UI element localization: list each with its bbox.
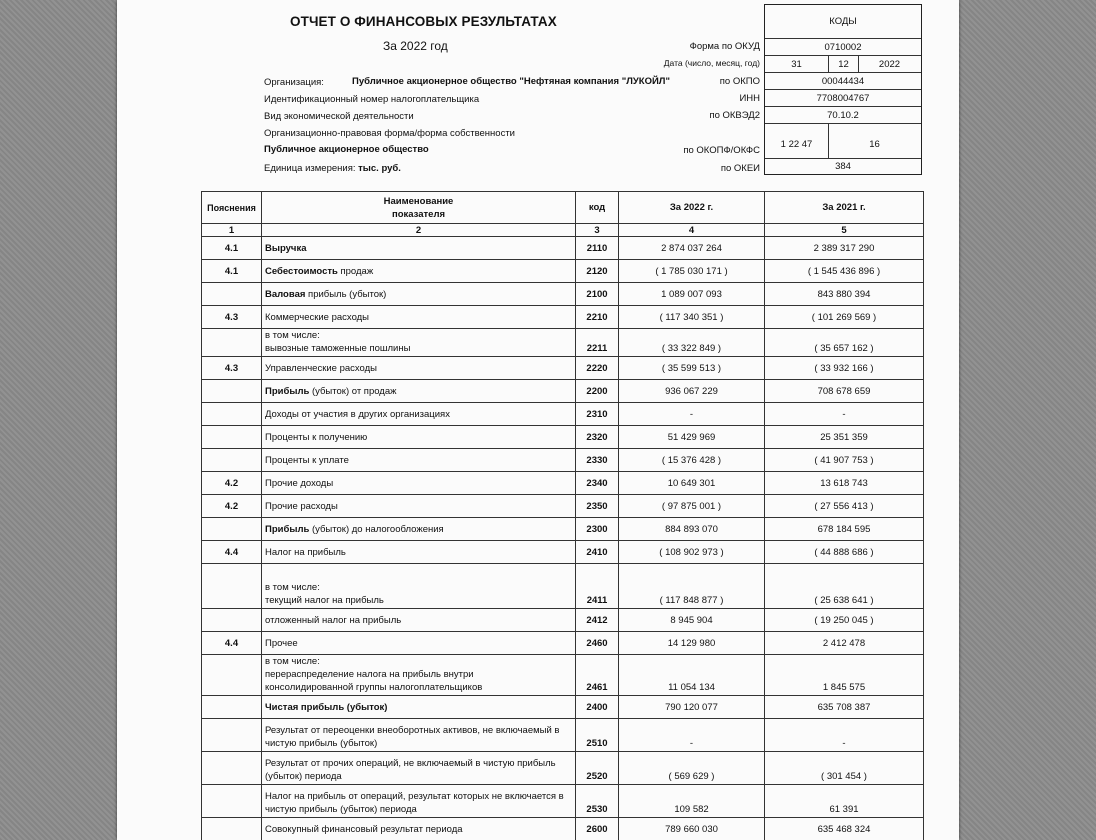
row-value-2022: ( 33 322 849 )	[619, 329, 765, 357]
okved-label: по ОКВЭД2	[709, 110, 760, 121]
row-note	[202, 719, 262, 752]
row-name-line: в том числе:	[265, 330, 320, 341]
row-note: 4.3	[202, 306, 262, 329]
row-name-bold: Выручка	[265, 242, 307, 254]
row-name	[262, 237, 576, 260]
row-name	[262, 260, 576, 283]
row-name-text: Прочие доходы	[265, 477, 334, 489]
index-cell: 2	[262, 224, 576, 237]
row-code: 2320	[576, 426, 619, 449]
codes-title: КОДЫ	[829, 16, 857, 27]
row-value-2022: ( 15 376 428 )	[619, 449, 765, 472]
row-value-2021: 25 351 359	[765, 426, 924, 449]
table-row	[202, 719, 924, 752]
row-value-2021: 843 880 394	[765, 283, 924, 306]
row-value-2021: ( 27 556 413 )	[765, 495, 924, 518]
row-note	[202, 329, 262, 357]
row-value-2021: 708 678 659	[765, 380, 924, 403]
report-period: За 2022 год	[383, 39, 448, 53]
okpo-label: по ОКПО	[719, 76, 760, 87]
row-value-2021: ( 301 454 )	[765, 752, 924, 785]
row-code: 2110	[576, 237, 619, 260]
row-name-line: Налог на прибыль от операций, результат которых не включается в	[265, 791, 564, 802]
row-note: 4.2	[202, 495, 262, 518]
row-name-text: Прочие расходы	[265, 500, 338, 512]
table-row	[202, 380, 924, 403]
row-name-text: Коммерческие расходы	[265, 311, 370, 323]
row-note	[202, 283, 262, 306]
date-day: 31	[765, 56, 829, 72]
col-2022-header: За 2022 г.	[619, 192, 765, 224]
row-name-text: Доходы от участия в других организациях	[265, 408, 450, 420]
table-row	[202, 283, 924, 306]
row-name-bold: Прибыль	[265, 385, 310, 397]
row-note	[202, 696, 262, 719]
date-month: 12	[829, 56, 859, 72]
row-code: 2210	[576, 306, 619, 329]
row-code: 2460	[576, 632, 619, 655]
org-name: Публичное акционерное общество "Нефтяная компания "ЛУКОЙЛ"	[352, 76, 670, 87]
table-row	[202, 403, 924, 426]
table-row	[202, 655, 924, 696]
row-name-line: вывозные таможенные пошлины	[265, 343, 411, 354]
row-code: 2411	[576, 564, 619, 609]
row-code: 2120	[576, 260, 619, 283]
row-name	[262, 655, 576, 696]
table-row	[202, 632, 924, 655]
row-note	[202, 564, 262, 609]
row-name	[262, 719, 576, 752]
row-code: 2211	[576, 329, 619, 357]
row-name-text: Совокупный финансовый результат периода	[265, 823, 463, 835]
table-row	[202, 357, 924, 380]
okud-value: 0710002	[824, 41, 862, 53]
row-value-2022: ( 117 340 351 )	[619, 306, 765, 329]
row-value-2021: ( 101 269 569 )	[765, 306, 924, 329]
row-note	[202, 449, 262, 472]
okei-label: по ОКЕИ	[720, 163, 760, 174]
legal-form-value: Публичное акционерное общество	[264, 144, 429, 155]
row-name	[262, 426, 576, 449]
row-note	[202, 609, 262, 632]
activity-label: Вид экономической деятельности	[264, 111, 414, 122]
row-name	[262, 632, 576, 655]
row-value-2021: 61 391	[765, 785, 924, 818]
okfs-value: 16	[869, 138, 880, 150]
row-value-2021: ( 1 545 436 896 )	[765, 260, 924, 283]
index-cell: 1	[202, 224, 262, 237]
col-code-header: код	[576, 192, 619, 224]
row-name-text: Налог на прибыль	[265, 546, 346, 558]
row-value-2022: ( 1 785 030 171 )	[619, 260, 765, 283]
table-row	[202, 696, 924, 719]
row-name-text: (убыток) от продаж	[309, 385, 397, 397]
row-value-2021: 2 412 478	[765, 632, 924, 655]
row-name-text: Управленческие расходы	[265, 362, 377, 374]
row-value-2021: ( 35 657 162 )	[765, 329, 924, 357]
row-name-line: текущий налог на прибыль	[265, 595, 384, 606]
row-value-2022: -	[619, 403, 765, 426]
row-value-2021: 678 184 595	[765, 518, 924, 541]
unit-label: Единица измерения: тыс. руб.	[264, 163, 401, 174]
table-row	[202, 785, 924, 818]
row-note	[202, 426, 262, 449]
row-value-2021: ( 19 250 045 )	[765, 609, 924, 632]
row-value-2021: ( 44 888 686 )	[765, 541, 924, 564]
inn-label-left: Идентификационный номер налогоплательщика	[264, 94, 480, 105]
row-code: 2412	[576, 609, 619, 632]
row-name-bold: Себестоимость	[265, 265, 338, 277]
row-note: 4.3	[202, 357, 262, 380]
table-row	[202, 426, 924, 449]
table-row	[202, 329, 924, 357]
row-name	[262, 818, 576, 840]
row-value-2022: ( 97 875 001 )	[619, 495, 765, 518]
row-value-2022: 11 054 134	[619, 655, 765, 696]
row-value-2021: 635 468 324	[765, 818, 924, 840]
row-value-2021: 13 618 743	[765, 472, 924, 495]
row-name-line: консолидированной группы налогоплательщиков	[265, 682, 483, 693]
row-value-2021: 1 845 575	[765, 655, 924, 696]
row-code: 2200	[576, 380, 619, 403]
codes-box	[764, 4, 922, 175]
row-note: 4.1	[202, 237, 262, 260]
row-name-line: (убыток) периода	[265, 771, 342, 782]
row-note: 4.2	[202, 472, 262, 495]
row-code: 2350	[576, 495, 619, 518]
row-value-2022: -	[619, 719, 765, 752]
row-name-text: прибыль (убыток)	[305, 288, 387, 300]
row-value-2022: 2 874 037 264	[619, 237, 765, 260]
row-note	[202, 380, 262, 403]
row-name	[262, 518, 576, 541]
row-name	[262, 472, 576, 495]
row-code: 2530	[576, 785, 619, 818]
row-note: 4.4	[202, 541, 262, 564]
index-cell: 3	[576, 224, 619, 237]
row-note	[202, 403, 262, 426]
row-name-text: Проценты к уплате	[265, 454, 349, 466]
row-note	[202, 518, 262, 541]
okud-label: Форма по ОКУД	[689, 41, 760, 52]
okved-value: 70.10.2	[827, 109, 859, 121]
okopf-label: по ОКОПФ/ОКФС	[683, 145, 760, 156]
row-name-line: перераспределение налога на прибыль внутри	[265, 669, 474, 680]
row-code: 2330	[576, 449, 619, 472]
row-name	[262, 403, 576, 426]
row-code: 2510	[576, 719, 619, 752]
table-row	[202, 260, 924, 283]
okpo-value: 00044434	[821, 75, 865, 87]
row-code: 2520	[576, 752, 619, 785]
row-name-line: в том числе:	[265, 582, 320, 593]
row-value-2021: 2 389 317 290	[765, 237, 924, 260]
row-name-line: Результат от переоценки внеоборотных активов, не включаемый в	[265, 725, 560, 736]
okei-value: 384	[835, 161, 851, 172]
row-code: 2600	[576, 818, 619, 840]
row-note	[202, 655, 262, 696]
row-name-bold: Чистая прибыль (убыток)	[265, 701, 388, 713]
row-value-2021: 635 708 387	[765, 696, 924, 719]
row-code: 2100	[576, 283, 619, 306]
row-code: 2340	[576, 472, 619, 495]
col-notes-header: Пояснения	[202, 192, 262, 224]
row-name	[262, 752, 576, 785]
org-label: Организация:	[264, 77, 324, 88]
table-header-row	[202, 192, 924, 224]
row-name-text: (убыток) до налогообложения	[309, 523, 444, 535]
col-name-header: Наименование показателя	[262, 192, 576, 224]
row-name-bold: Прибыль	[265, 523, 310, 535]
row-value-2022: 789 660 030	[619, 818, 765, 840]
row-value-2022: 51 429 969	[619, 426, 765, 449]
row-name	[262, 283, 576, 306]
row-value-2022: 10 649 301	[619, 472, 765, 495]
row-name-line: чистую прибыль (убыток) периода	[265, 804, 417, 815]
row-name-text: Проценты к получению	[265, 431, 368, 443]
row-name	[262, 696, 576, 719]
row-value-2022: ( 117 848 877 )	[619, 564, 765, 609]
table-row	[202, 449, 924, 472]
date-year: 2022	[878, 58, 901, 70]
row-value-2021: ( 33 932 166 )	[765, 357, 924, 380]
row-value-2021: ( 41 907 753 )	[765, 449, 924, 472]
row-value-2022: 884 893 070	[619, 518, 765, 541]
table-row	[202, 541, 924, 564]
inn-value: 7708004767	[816, 92, 870, 104]
table-row	[202, 752, 924, 785]
row-value-2022: 8 945 904	[619, 609, 765, 632]
row-name-bold: Валовая	[265, 288, 306, 300]
index-cell: 4	[619, 224, 765, 237]
row-name	[262, 306, 576, 329]
row-name-line: в том числе:	[265, 656, 320, 667]
table-index-row	[202, 224, 924, 237]
financial-results-table	[201, 191, 924, 840]
row-name	[262, 357, 576, 380]
row-name	[262, 380, 576, 403]
table-row	[202, 818, 924, 840]
document-page	[117, 0, 959, 840]
row-name	[262, 541, 576, 564]
row-value-2022: ( 108 902 973 )	[619, 541, 765, 564]
row-name-line: Результат от прочих операций, не включаемый в чистую прибыль	[265, 758, 556, 769]
index-cell: 5	[765, 224, 924, 237]
row-note: 4.4	[202, 632, 262, 655]
row-name-text: продаж	[337, 265, 374, 277]
row-value-2022: 936 067 229	[619, 380, 765, 403]
row-code: 2410	[576, 541, 619, 564]
table-row	[202, 472, 924, 495]
row-name-line: чистую прибыль (убыток)	[265, 738, 378, 749]
row-note	[202, 752, 262, 785]
row-name-text: Прочее	[265, 637, 298, 649]
row-name	[262, 609, 576, 632]
row-code: 2310	[576, 403, 619, 426]
row-note	[202, 818, 262, 840]
col-2021-header: За 2021 г.	[765, 192, 924, 224]
row-value-2022: 109 582	[619, 785, 765, 818]
row-value-2022: ( 569 629 )	[619, 752, 765, 785]
row-code: 2461	[576, 655, 619, 696]
row-name	[262, 495, 576, 518]
okopf-value: 1 22 47	[765, 124, 829, 158]
row-name	[262, 329, 576, 357]
table-row	[202, 609, 924, 632]
date-label: Дата (число, месяц, год)	[663, 58, 760, 68]
row-name-text: отложенный налог на прибыль	[265, 614, 402, 626]
table-row	[202, 518, 924, 541]
row-value-2021: ( 25 638 641 )	[765, 564, 924, 609]
row-code: 2400	[576, 696, 619, 719]
row-name	[262, 785, 576, 818]
row-note: 4.1	[202, 260, 262, 283]
table-row	[202, 306, 924, 329]
row-value-2022: 790 120 077	[619, 696, 765, 719]
row-value-2021: -	[765, 719, 924, 752]
table-row	[202, 495, 924, 518]
table-row	[202, 564, 924, 609]
report-title: ОТЧЕТ О ФИНАНСОВЫХ РЕЗУЛЬТАТАХ	[290, 14, 557, 29]
row-code: 2220	[576, 357, 619, 380]
row-value-2022: 14 129 980	[619, 632, 765, 655]
row-note	[202, 785, 262, 818]
row-name	[262, 449, 576, 472]
row-value-2022: 1 089 007 093	[619, 283, 765, 306]
row-value-2021: -	[765, 403, 924, 426]
table-row	[202, 237, 924, 260]
row-code: 2300	[576, 518, 619, 541]
inn-label-right: ИНН	[739, 93, 760, 104]
legal-form-label: Организационно-правовая форма/форма собственности	[264, 128, 515, 139]
row-value-2022: ( 35 599 513 )	[619, 357, 765, 380]
row-name	[262, 564, 576, 609]
